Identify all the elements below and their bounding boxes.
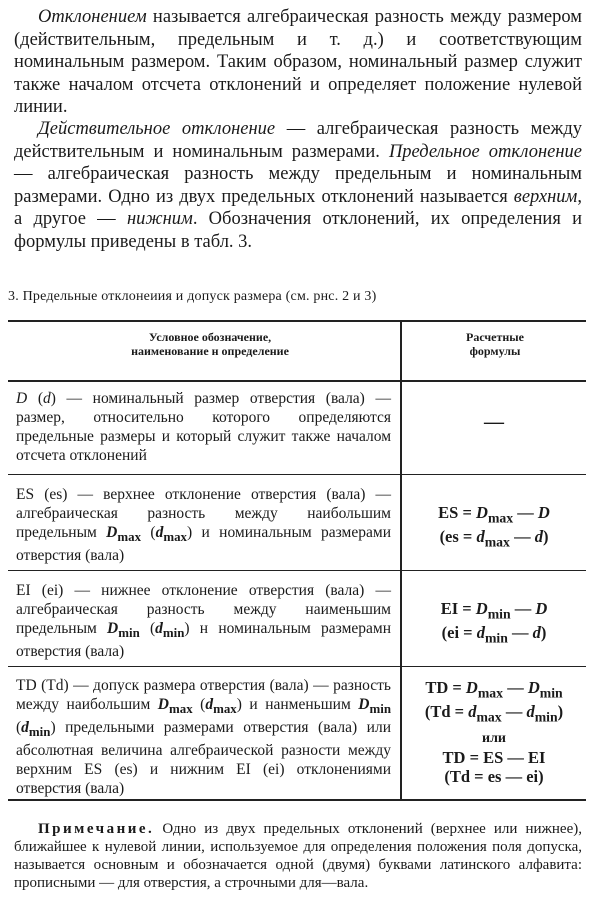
table-row-lower-deviation: EI (ei) — нижнее отклонение отверстия (вала) — алгебраическая разность между наименьшим предельным $D_{min}$ $(d_{min})$ н номинальным размерамн отверстия (вала) bbox=[16, 582, 391, 661]
term-lower: нижним bbox=[126, 209, 193, 229]
table-header-rule bbox=[8, 380, 586, 382]
paragraph-deviation-types bbox=[14, 118, 582, 253]
paragraph-text: — алгебраическая разность между предельным и номинальным размерами. Одно из двух предельных отклонений называется bbox=[14, 164, 582, 207]
term-deviation: Отклонением bbox=[38, 7, 147, 27]
symbol: d bbox=[43, 390, 51, 407]
paragraph-deviation-definition bbox=[14, 6, 582, 119]
table-caption: 3. Предельные отклонеиия и допуск размера (см. рнс. 2 и 3) bbox=[8, 289, 377, 304]
formula-lower-deviation: EI = $D_{min}$ — D ($ei = d_{min}$ — d) bbox=[440, 599, 548, 646]
table-row-tolerance: TD (Td) — допуск размера отверстия (вала) — разность между наибольшим $D_{max}$ $(d_{max})$ и нанменьшим $D_{min}$ $(d_{min})$ предельными размерами отверстия (вала) или абсолютная величина алгебраической разности между верхним ES (es) и нижним EI (ei) отклонениями отверстия (вала) bbox=[16, 677, 391, 798]
table-row-nominal-size: D (d) — номинальный размер отверстия (вала) — размер, относительно которого определяются предельные размеры и который служит также началом отсчета отклонений bbox=[16, 390, 391, 464]
table-column-divider bbox=[400, 322, 402, 799]
row-rule bbox=[8, 474, 586, 475]
table-bottom-rule bbox=[8, 799, 586, 801]
paragraph-text: называется алгебраическая разность между размером (действительным, предельным и т. д.) и соответствующим номинальным размером. Таким образом, номинальный размер служит также началом отсчета отклонений и определяет положение нулевой линии. bbox=[14, 7, 582, 117]
symbol: D bbox=[16, 390, 28, 407]
formula-upper-deviation: ES = $D_{max}$ — D ($es = d_{max}$ — d) bbox=[438, 503, 550, 550]
term-upper: верхним bbox=[513, 186, 578, 207]
table-row-upper-deviation: ES (es) — верхнее отклонение отверстия (вала) — алгебраическая разность между наибольшим предельным $D_{max}$ $(d_{max})$ и номинальным размерами отверстия (вала) bbox=[16, 486, 391, 565]
term-actual-deviation: Действительное отклонение bbox=[38, 119, 276, 139]
table-header-formulas: Расчетные формулы bbox=[465, 330, 524, 358]
row-rule bbox=[8, 666, 586, 667]
table-top-rule bbox=[8, 320, 586, 322]
note-label: Примечание. bbox=[38, 821, 155, 837]
term-limit-deviation: Предельное отклонение bbox=[388, 141, 582, 162]
row-rule bbox=[8, 570, 586, 571]
formula-tolerance: TD = $D_{max}$ — $D_{min}$ ($Td = d_{max}$ — $d_{min}$) или TD = ES — EI (Td = es — ei) bbox=[424, 678, 564, 786]
table-header-definition: Условное обозначение, наименование н определение bbox=[131, 330, 289, 358]
note-text: Одно из двух предельных отклонений (верхнее или нижнее), ближайшее к нулевой линии, используемое для определения положения поля допуска, называется основным и обозначается одной (двумя) буквами латинского алфавита: прописными — для отверстия, а строчными для—вала. bbox=[14, 821, 582, 891]
paragraph-text: , а другое — bbox=[14, 186, 582, 229]
paragraph-text: — алгебраическая разность между действительным и номинальным размерами. bbox=[14, 119, 583, 162]
formula-nominal: — bbox=[484, 411, 504, 433]
table-note bbox=[14, 820, 582, 892]
paragraph-text: . Обозначения отклонений, их определения и формулы приведены в табл. 3. bbox=[14, 209, 582, 252]
